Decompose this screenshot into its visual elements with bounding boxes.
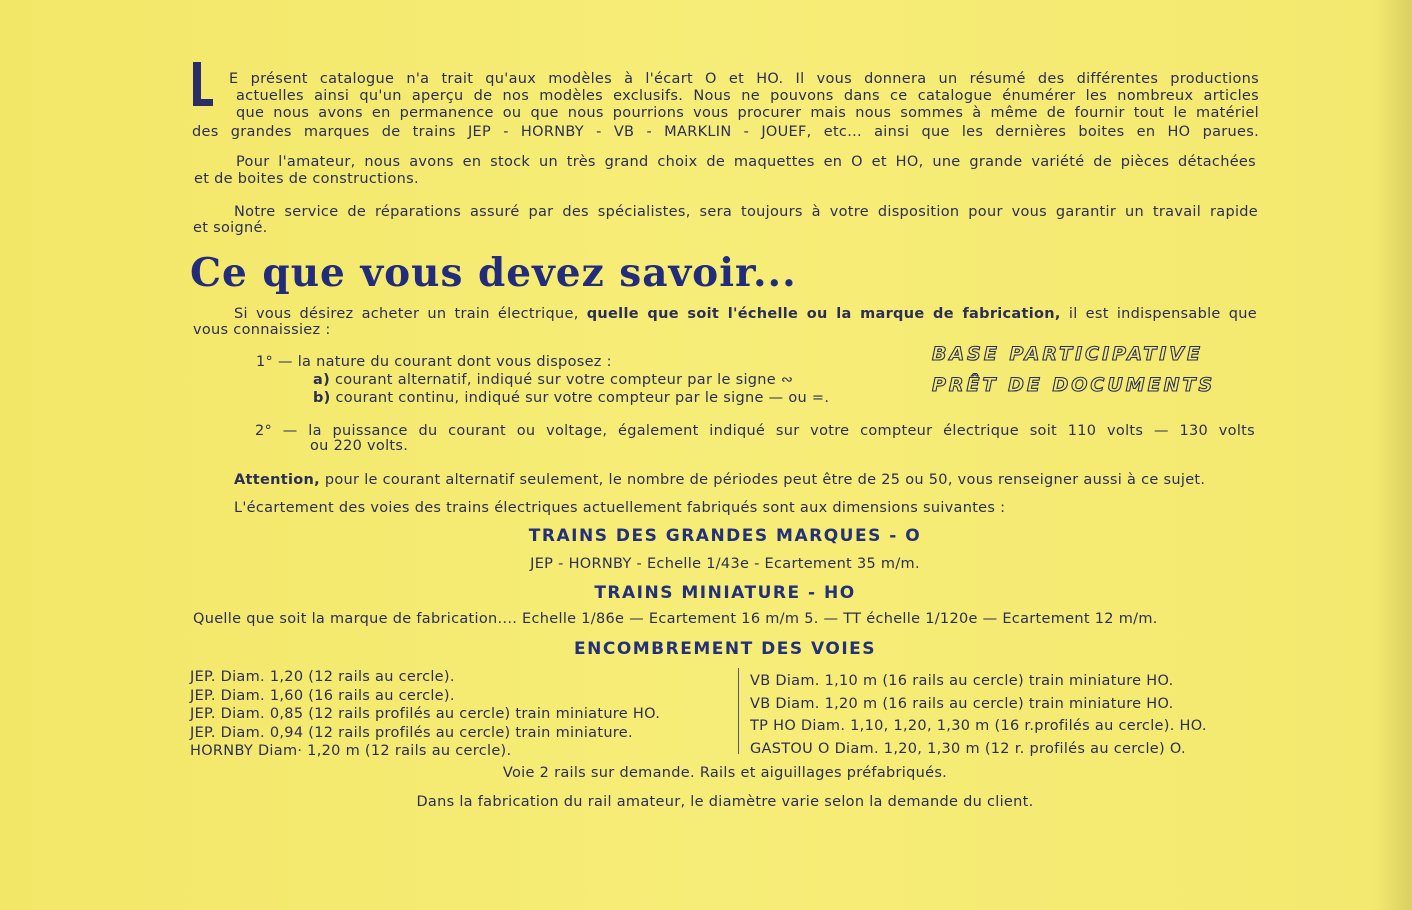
item-1a-letter: a) <box>313 372 331 388</box>
item-1a <box>313 372 793 390</box>
page-edge-shadow <box>1376 0 1412 910</box>
savoir-intro-line-2: vous connaissiez : <box>193 322 331 338</box>
intro-line-1: E présent catalogue n'a trait qu'aux modèles à l'écart O et HO. Il vous donnera un résumé des différentes productions <box>229 71 1259 87</box>
section-o-detail: JEP - HORNBY - Echelle 1/43e - Ecartement 35 m/m. <box>530 556 920 572</box>
list-item: JEP. Diam. 1,60 (16 rails au cercle). <box>190 687 455 704</box>
voies-right-list <box>750 670 1260 760</box>
savoir-intro-bold: quelle que soit l'échelle ou la marque de fabrication, <box>586 306 1061 322</box>
item-1a-text: courant alternatif, indiqué sur votre compteur par le signe ∾ <box>334 372 794 388</box>
column-divider <box>738 668 739 754</box>
intro-line-4: des grandes marques de trains JEP - HORNBY - VB - MARKLIN - JOUEF, etc... ainsi que les dernières boites en HO parues. <box>192 124 1259 140</box>
voies-left-list <box>190 668 730 761</box>
list-item: HORNBY Diam· 1,20 m (12 rails au cercle). <box>190 743 512 759</box>
list-item: JEP. Diam. 0,94 (12 rails profilés au cercle) train miniature. <box>190 724 633 741</box>
item-1b-letter: b) <box>313 390 331 406</box>
stamp-line-2: PRÊT DE DOCUMENTS <box>932 374 1216 396</box>
amateur-line-1: Pour l'amateur, nous avons en stock un très grand choix de maquettes en O et HO, une grande variété de pièces détachées <box>236 154 1256 170</box>
item-1b-text: courant continu, indiqué sur votre compteur par le signe — ou =. <box>335 390 830 406</box>
list-item: TP HO Diam. 1,10, 1,20, 1,30 m (16 r.profilés au cercle). HO. <box>750 718 1207 734</box>
voies-note-2: Dans la fabrication du rail amateur, le diamètre varie selon la demande du client. <box>416 794 1034 810</box>
dropcap-letter <box>193 62 215 106</box>
headline: Ce que vous devez savoir... <box>190 250 797 296</box>
item-1: 1° — la nature du courant dont vous disposez : <box>256 354 612 370</box>
stamp-line-1: BASE PARTICIPATIVE <box>932 343 1203 365</box>
item-2-line-2: ou 220 volts. <box>310 438 409 454</box>
list-item: VB Diam. 1,20 m (16 rails au cercle) train miniature HO. <box>750 695 1174 712</box>
savoir-intro-a: Si vous désirez acheter un train électrique, <box>234 306 579 322</box>
amateur-line-2: et de boites de constructions. <box>194 171 419 187</box>
savoir-intro <box>234 306 1257 324</box>
attention-text: pour le courant alternatif seulement, le nombre de périodes peut être de 25 ou 50, vous renseigner aussi à ce sujet. <box>324 472 1206 488</box>
dropcap-foot <box>193 99 213 106</box>
intro-line-3: que nous avons en permanence ou que nous pourrions vous procurer mais nous sommes à même de fournir tout le matériel <box>236 105 1259 121</box>
list-item: JEP. Diam. 1,20 (12 rails au cercle). <box>190 669 455 685</box>
section-ho-title: TRAINS MINIATURE - HO <box>594 583 856 603</box>
list-item: JEP. Diam. 0,85 (12 rails profilés au cercle) train miniature HO. <box>190 706 661 722</box>
section-o-title: TRAINS DES GRANDES MARQUES - O <box>528 526 922 546</box>
item-2-line-1: 2° — la puissance du courant ou voltage, également indiqué sur votre compteur électrique soit 110 volts — 130 volts <box>255 423 1255 439</box>
service-line-2: et soigné. <box>193 220 268 236</box>
savoir-intro-b: il est indispensable que <box>1068 306 1257 322</box>
attention-line <box>234 472 1256 490</box>
list-item: GASTOU O Diam. 1,20, 1,30 m (12 r. profilés au cercle) O. <box>750 740 1186 757</box>
section-voies-title: ENCOMBREMENT DES VOIES <box>574 639 876 659</box>
intro-line-2: actuelles ainsi qu'un aperçu de nos modèles exclusifs. Nous ne pouvons dans ce catalogue énumérer les nombreux articles <box>236 88 1259 104</box>
list-item: VB Diam. 1,10 m (16 rails au cercle) train miniature HO. <box>750 673 1174 689</box>
attention-label: Attention, <box>234 472 320 488</box>
section-ho-detail: Quelle que soit la marque de fabrication.... Echelle 1/86e — Ecartement 16 m/m 5. — TT échelle 1/120e — Ecartement 12 m/m. <box>193 611 1158 627</box>
voies-note-1: Voie 2 rails sur demande. Rails et aiguillages préfabriqués. <box>502 765 948 781</box>
service-line-1: Notre service de réparations assuré par des spécialistes, sera toujours à votre disposition pour vous garantir un travail rapide <box>234 204 1258 220</box>
ecartement-line: L'écartement des voies des trains électriques actuellement fabriqués sont aux dimensions suivantes : <box>234 500 1006 516</box>
item-1b <box>313 390 829 408</box>
